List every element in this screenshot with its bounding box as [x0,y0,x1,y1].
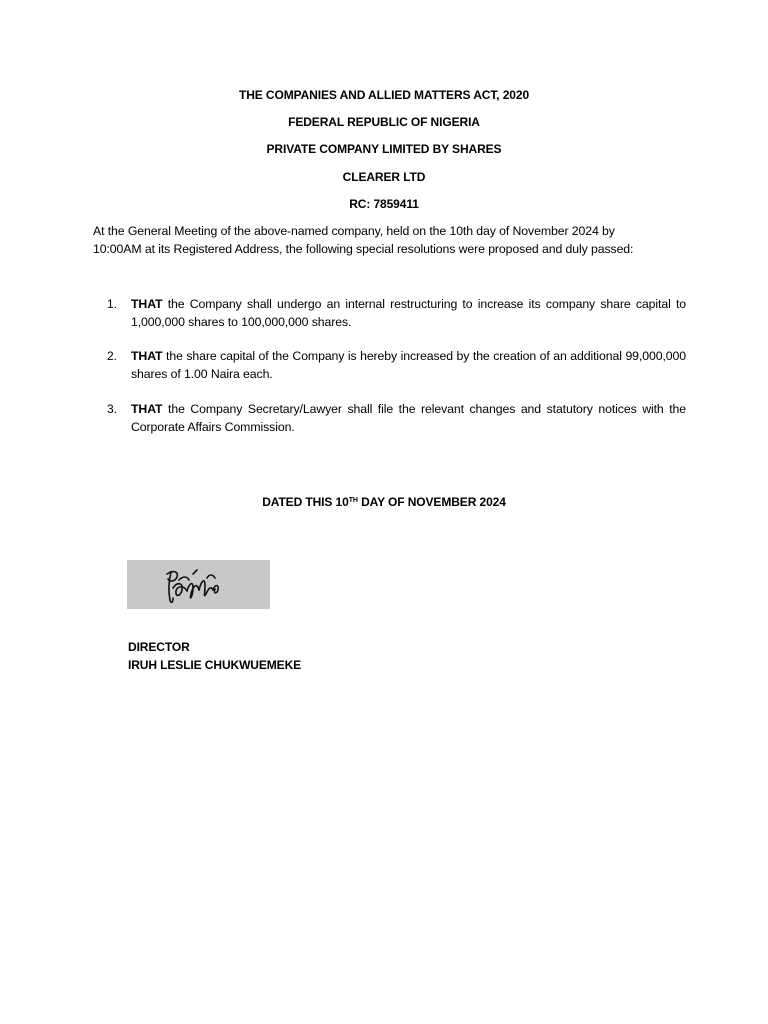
resolution-number: 2. [107,349,117,363]
company-name-title: CLEARER LTD [342,170,426,184]
dated-ordinal-suffix: TH [348,497,358,504]
resolution-text [131,347,686,383]
act-title: THE COMPANIES AND ALLIED MATTERS ACT, 2020 [238,88,530,102]
signatory-role: DIRECTOR [128,640,190,654]
resolution-body: the Company Secretary/Lawyer shall file the relevant changes and statutory notices with the Corporate Affairs Commission. [131,402,686,434]
intro-line-1: At the General Meeting of the above-named company, held on the 10th day of November 2024 by [93,224,615,238]
resolution-item [93,400,686,436]
company-type-title: PRIVATE COMPANY LIMITED BY SHARES [266,142,502,156]
signatory-name: IRUH LESLIE CHUKWUEMEKE [128,658,302,672]
resolution-item [93,347,686,383]
resolution-body: the Company shall undergo an internal restructuring to increase its company share capital to 1,000,000 shares to 100,000,000 shares. [131,297,686,329]
resolution-text [131,295,686,331]
rc-number: RC: 7859411 [349,197,419,211]
intro-line-2: 10:00AM at its Registered Address, the following special resolutions were proposed and duly passed: [93,242,634,256]
resolution-text [131,400,686,436]
country-title: FEDERAL REPUBLIC OF NIGERIA [288,115,480,129]
signature-image [127,560,270,609]
dated-rest: DAY OF NOVEMBER 2024 [357,495,506,509]
dated-prefix: DATED THIS 10 [262,495,349,509]
resolution-number: 3. [107,402,117,416]
resolution-keyword: THAT [131,402,163,416]
resolution-body: the share capital of the Company is hereby increased by the creation of an additional 99,000,000 shares of 1.00 Naira each. [131,349,686,381]
resolution-keyword: THAT [131,349,163,363]
dated-line [0,494,768,510]
resolution-number: 1. [107,297,117,311]
meeting-intro [93,222,693,258]
resolution-item [93,295,686,331]
resolution-keyword: THAT [131,297,163,311]
signature-box [127,560,270,609]
